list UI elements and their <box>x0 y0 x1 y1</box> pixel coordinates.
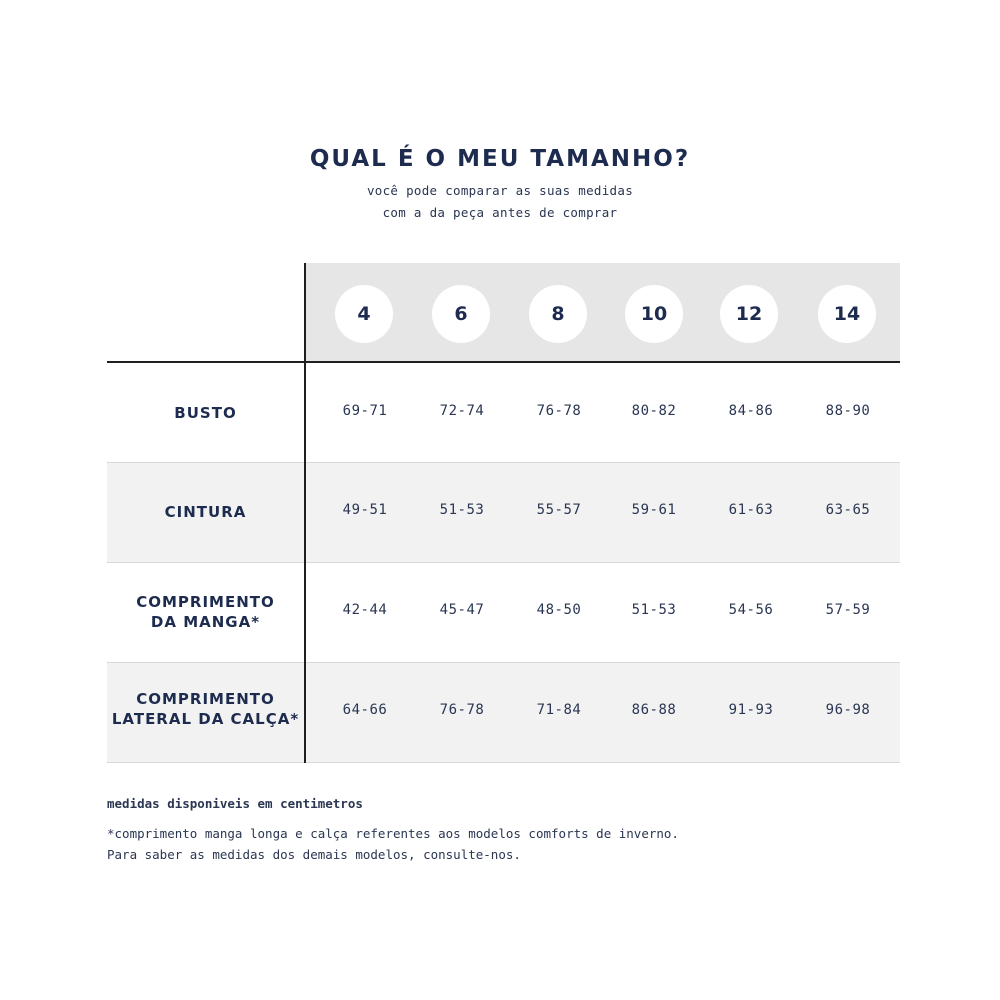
row-label-comprimento-manga <box>107 592 304 632</box>
table-cell: 48-50 <box>536 602 582 618</box>
subtitle-line-1: você pode comparar as suas medidas <box>366 183 634 198</box>
table-cell: 76-78 <box>536 403 582 419</box>
table-cell: 51-53 <box>631 602 677 618</box>
page-title: QUAL É O MEU TAMANHO? <box>309 146 691 172</box>
table-cell: 72-74 <box>439 403 485 419</box>
table-cell: 57-59 <box>825 602 871 618</box>
table-cell: 80-82 <box>631 403 677 419</box>
size-badge-14: 14 <box>818 285 876 343</box>
table-cell: 49-51 <box>342 502 388 518</box>
table-cell: 71-84 <box>536 702 582 718</box>
table-cell: 51-53 <box>439 502 485 518</box>
table-cell: 61-63 <box>728 502 774 518</box>
row-label-text: COMPRIMENTO <box>136 593 275 611</box>
column-divider <box>304 263 306 763</box>
footnote-line-2: Para saber as medidas dos demais modelos, consulte-nos. <box>107 847 521 862</box>
table-cell: 45-47 <box>439 602 485 618</box>
size-badge-4: 4 <box>335 285 393 343</box>
table-cell: 96-98 <box>825 702 871 718</box>
table-cell: 86-88 <box>631 702 677 718</box>
table-cell: 69-71 <box>342 403 388 419</box>
row-label-text: DA MANGA* <box>150 613 261 631</box>
table-cell: 55-57 <box>536 502 582 518</box>
row-label-busto <box>107 403 304 423</box>
table-cell: 42-44 <box>342 602 388 618</box>
table-cell: 91-93 <box>728 702 774 718</box>
table-cell: 76-78 <box>439 702 485 718</box>
table-cell: 64-66 <box>342 702 388 718</box>
table-cell: 88-90 <box>825 403 871 419</box>
footnote-line-1: *comprimento manga longa e calça referentes aos modelos comforts de inverno. <box>107 826 679 841</box>
row-label-comprimento-calca <box>107 689 304 729</box>
row-label-cintura <box>107 502 304 522</box>
header-divider <box>107 361 900 363</box>
table-cell: 84-86 <box>728 403 774 419</box>
table-cell: 59-61 <box>631 502 677 518</box>
size-header-row <box>306 263 900 362</box>
row-label-text: BUSTO <box>174 404 237 422</box>
size-badge-10: 10 <box>625 285 683 343</box>
table-cell: 54-56 <box>728 602 774 618</box>
subtitle-line-2: com a da peça antes de comprar <box>382 205 618 220</box>
size-badge-8: 8 <box>529 285 587 343</box>
table-cell: 63-65 <box>825 502 871 518</box>
size-badge-12: 12 <box>720 285 778 343</box>
size-badge-6: 6 <box>432 285 490 343</box>
row-label-text: LATERAL DA CALÇA* <box>111 710 300 728</box>
row-label-text: COMPRIMENTO <box>136 690 275 708</box>
unit-note: medidas disponiveis em centimetros <box>107 796 363 811</box>
row-label-text: CINTURA <box>164 503 247 521</box>
